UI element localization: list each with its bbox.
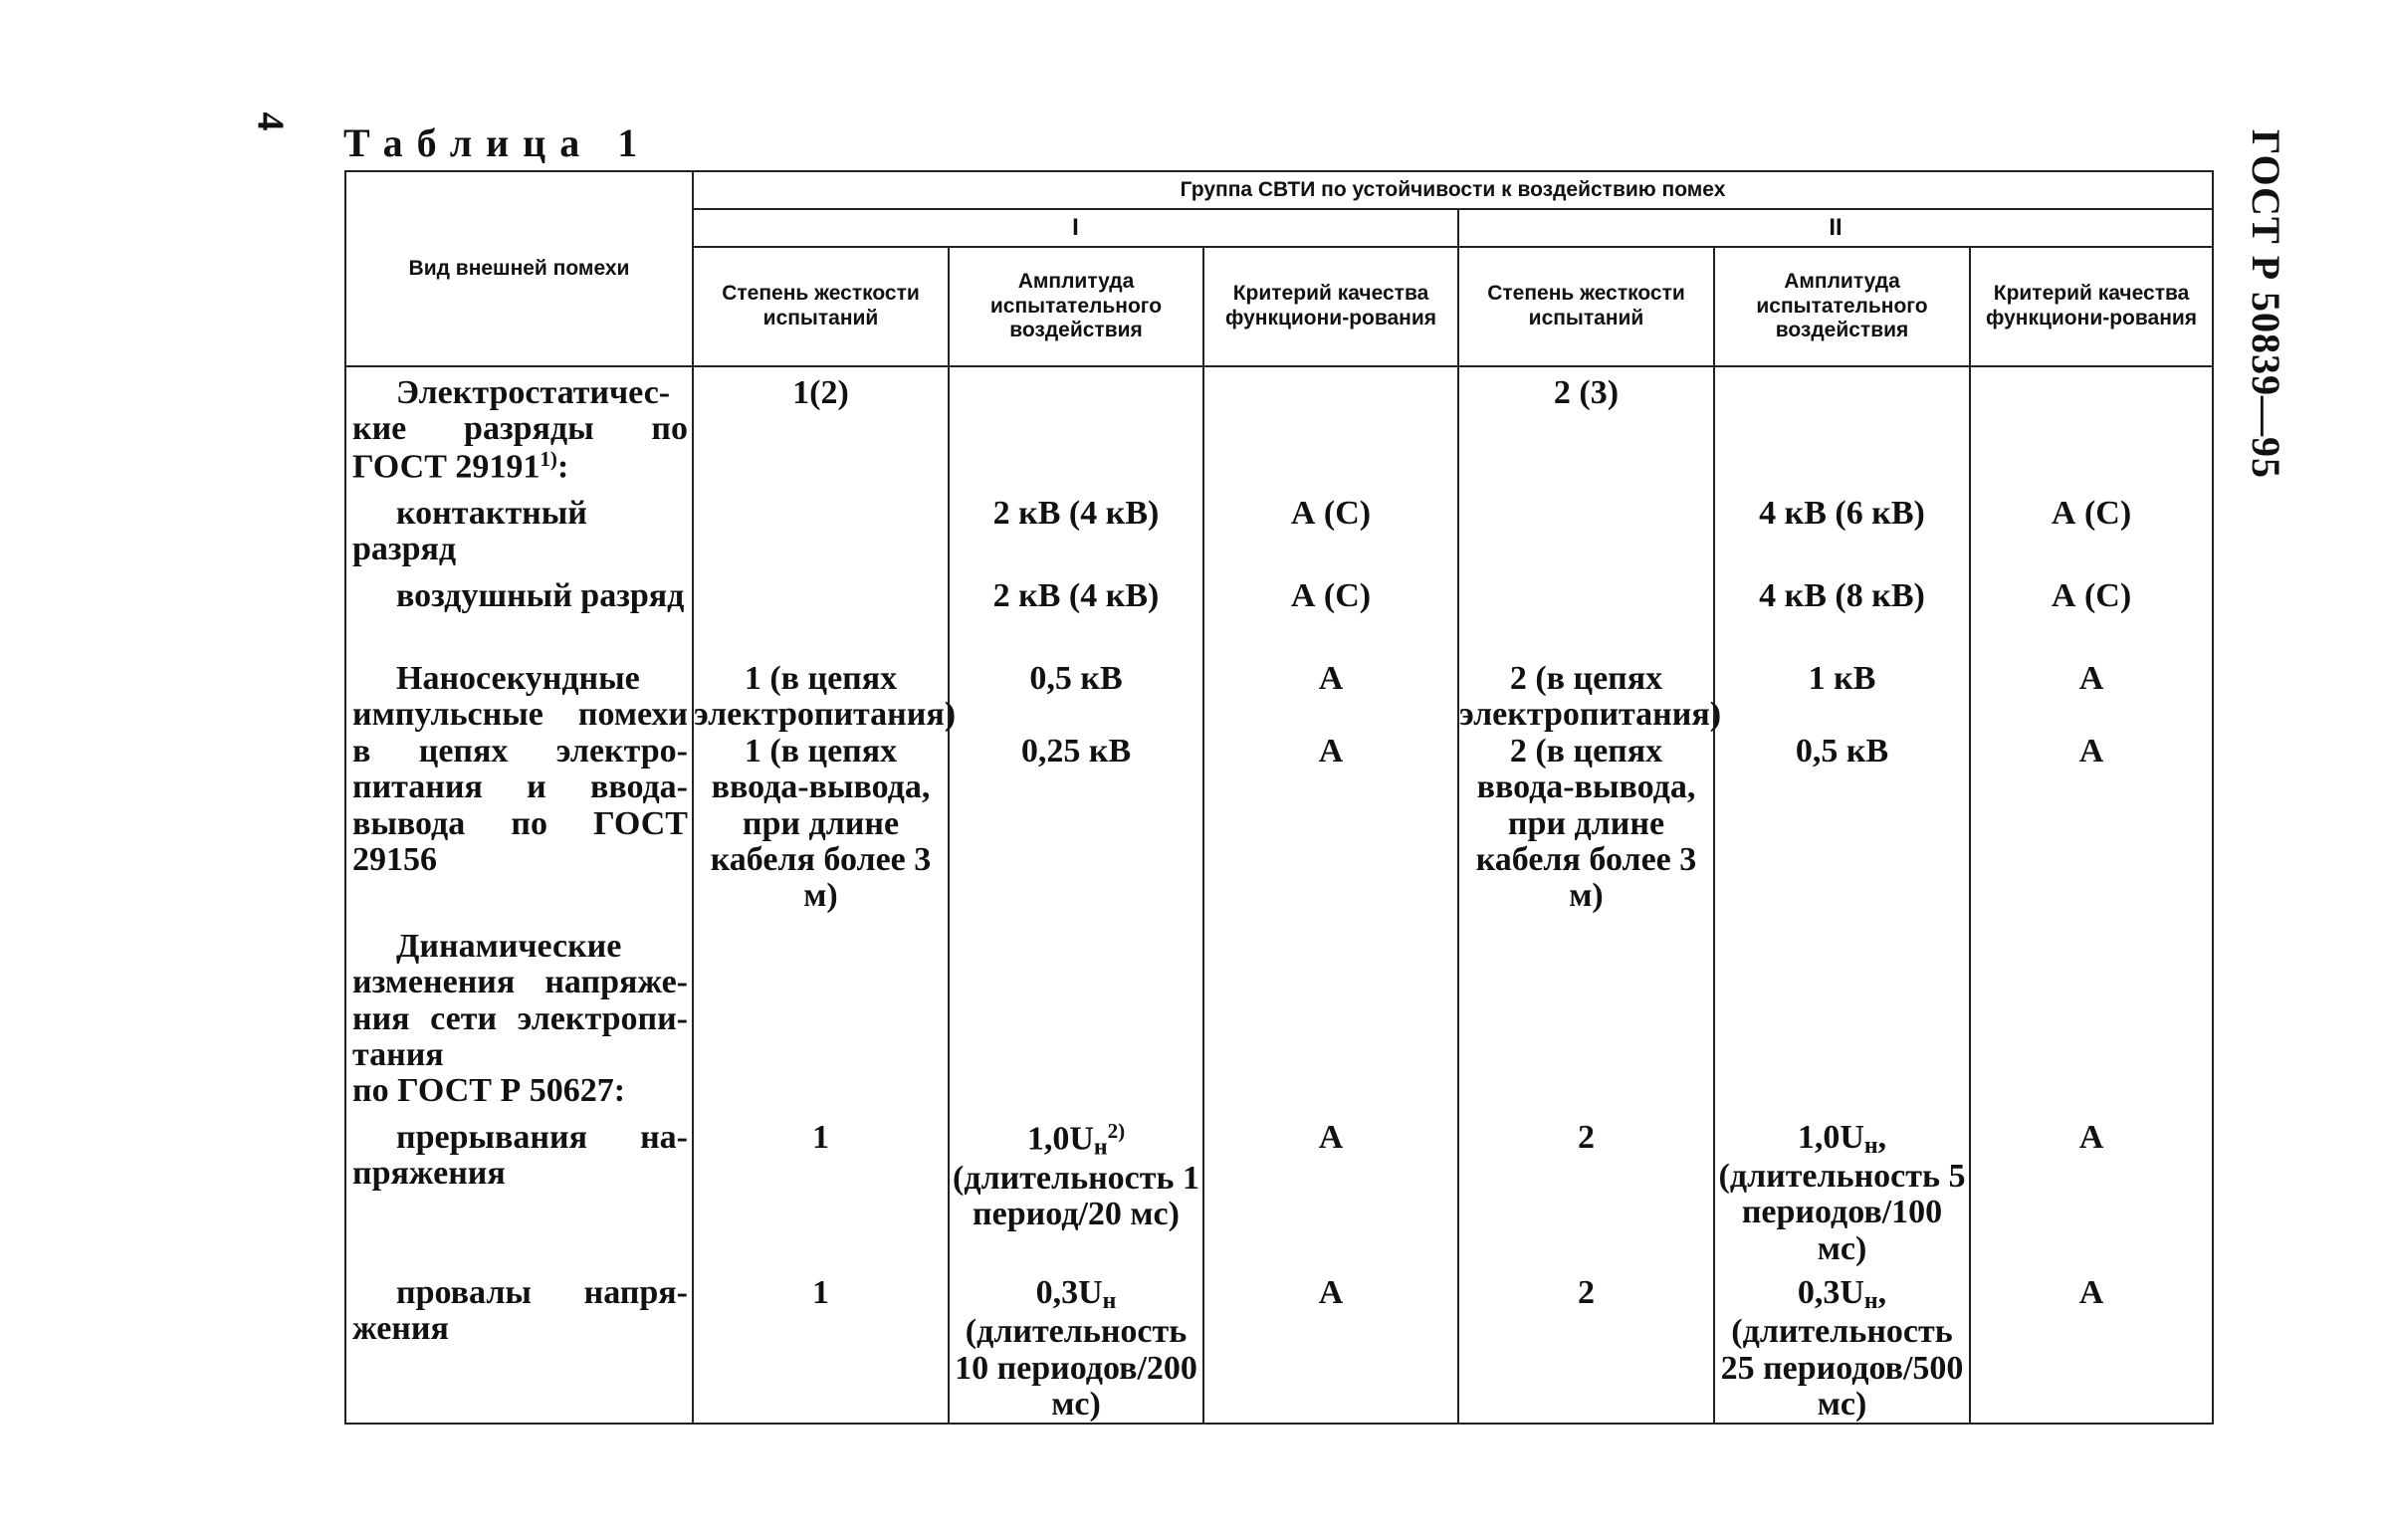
nano-power-g1-amp: 0,5 кВ [949, 653, 1203, 734]
esd-kind: Электростатичес-кие разряды по ГОСТ 29191$^{1)}$: [345, 366, 693, 488]
esd-g2-severity: 2 (3) [1458, 366, 1714, 488]
interrupt-g2-crit: А [1970, 1112, 2213, 1267]
interrupt-g1-amp: $1,0Uн^{2)}$ (длительность 1 период/20 мс) [949, 1112, 1203, 1267]
header-g1-criterion: Критерий качества функциони-рования [1203, 247, 1458, 366]
nano-power-g2-amp: 1 кВ [1714, 653, 1970, 734]
table-row [345, 921, 2213, 1112]
nano-power-g2-severity: 2 (в цепях электропитания) [1458, 653, 1714, 734]
interrupt-g2-amp: 1,0Uн, (длительность 5 периодов/100 мс) [1714, 1112, 1970, 1267]
contact-g2-crit: А (С) [1970, 488, 2213, 570]
esd-g1-severity: 1(2) [693, 366, 949, 488]
air-kind: воздушный разряд [345, 570, 693, 653]
nano-power-g2-crit: А [1970, 653, 2213, 734]
table-caption: Таблица 1 [343, 120, 652, 165]
nano-io-g1-amp: 0,25 кВ [949, 734, 1203, 921]
dips-g2-crit: А [1970, 1267, 2213, 1424]
nano-power-g1-severity: 1 (в цепях электропитания) [693, 653, 949, 734]
dips-g1-amp: 0,3Uн (длительность 10 периодов/200 мс) [949, 1267, 1203, 1424]
table-row [345, 570, 2213, 653]
dips-g1-crit: А [1203, 1267, 1458, 1424]
nano-io-g2-severity: 2 (в цепях ввода-вывода, при длине кабеля более 3 м) [1458, 734, 1714, 921]
interrupt-g1-severity: 1 [693, 1112, 949, 1267]
dips-g1-severity: 1 [693, 1267, 949, 1424]
dyn-kind: Динамические изменения напряже-ния сети электропи-тания по ГОСТ Р 50627: [345, 921, 693, 1112]
dips-g2-amp: 0,3Uн, (длительность 25 периодов/500 мс) [1714, 1267, 1970, 1424]
dips-g2-severity: 2 [1458, 1267, 1714, 1424]
dips-kind: провалы напря-жения [345, 1267, 693, 1424]
table-row [345, 366, 2213, 488]
header-g2-severity: Степень жесткости испытаний [1458, 247, 1714, 366]
header-g1-amplitude: Амплитуда испытательного воздействия [949, 247, 1203, 366]
header-g1-severity: Степень жесткости испытаний [693, 247, 949, 366]
nano-io-g2-crit: А [1970, 734, 2213, 921]
header-group: Группа СВТИ по устойчивости к воздействию помех [693, 171, 2213, 209]
nano-kind: Наносекундные импульсные помехи в цепях электро-питания и ввода-вывода по ГОСТ 29156 [345, 653, 693, 921]
page-number: 4 [249, 111, 292, 131]
nano-io-g1-severity: 1 (в цепях ввода-вывода, при длине кабеля более 3 м) [693, 734, 949, 921]
interrupt-g1-crit: А [1203, 1112, 1458, 1267]
interference-table [344, 170, 2214, 1425]
contact-g2-amp: 4 кВ (6 кВ) [1714, 488, 1970, 570]
nano-io-g2-amp: 0,5 кВ [1714, 734, 1970, 921]
header-kind: Вид внешней помехи [345, 171, 693, 366]
contact-g1-crit: А (С) [1203, 488, 1458, 570]
table-row [345, 1112, 2213, 1267]
header-g2-criterion: Критерий качества функциони-рования [1970, 247, 2213, 366]
interrupt-kind: прерывания на-пряжения [345, 1112, 693, 1267]
air-g2-amp: 4 кВ (8 кВ) [1714, 570, 1970, 653]
air-g2-crit: А (С) [1970, 570, 2213, 653]
interrupt-g2-severity: 2 [1458, 1112, 1714, 1267]
contact-kind: контактный разряд [345, 488, 693, 570]
air-g1-amp: 2 кВ (4 кВ) [949, 570, 1203, 653]
table-row [345, 653, 2213, 734]
standard-title: ГОСТ Р 50839—95 [2244, 129, 2288, 480]
table-row [345, 488, 2213, 570]
air-g1-crit: А (С) [1203, 570, 1458, 653]
header-group-2: II [1458, 209, 2213, 247]
contact-g1-amp: 2 кВ (4 кВ) [949, 488, 1203, 570]
nano-power-g1-crit: А [1203, 653, 1458, 734]
nano-io-g1-crit: А [1203, 734, 1458, 921]
header-group-1: I [693, 209, 1458, 247]
header-g2-amplitude: Амплитуда испытательного воздействия [1714, 247, 1970, 366]
table-row [345, 1267, 2213, 1424]
